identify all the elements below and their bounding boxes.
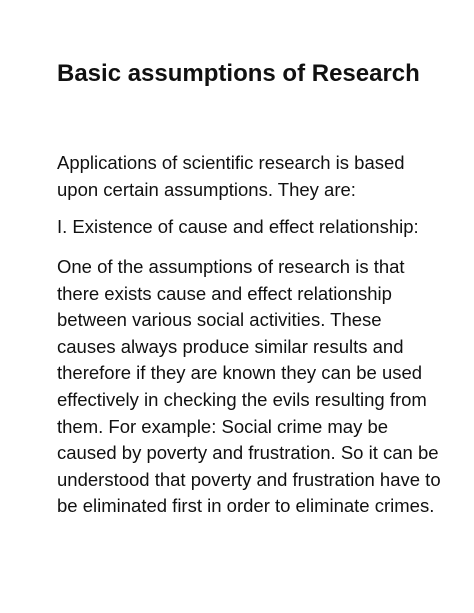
body-paragraph: One of the assumptions of research is that there exists cause and effect relationship between various social activities. These causes always produce similar results and therefore if they are known they can be used effectively in checking the evils resulting from them. For example: Social crime may be caused by poverty and frustration. So it can be understood that poverty and frustration have to be eliminated first in order to eliminate crimes. bbox=[57, 256, 441, 517]
section-heading: I. Existence of cause and effect relationship: bbox=[57, 216, 419, 237]
intro-paragraph: Applications of scientific research is based upon certain assumptions. They are: bbox=[57, 152, 405, 200]
page-title: Basic assumptions of Research bbox=[57, 60, 420, 87]
